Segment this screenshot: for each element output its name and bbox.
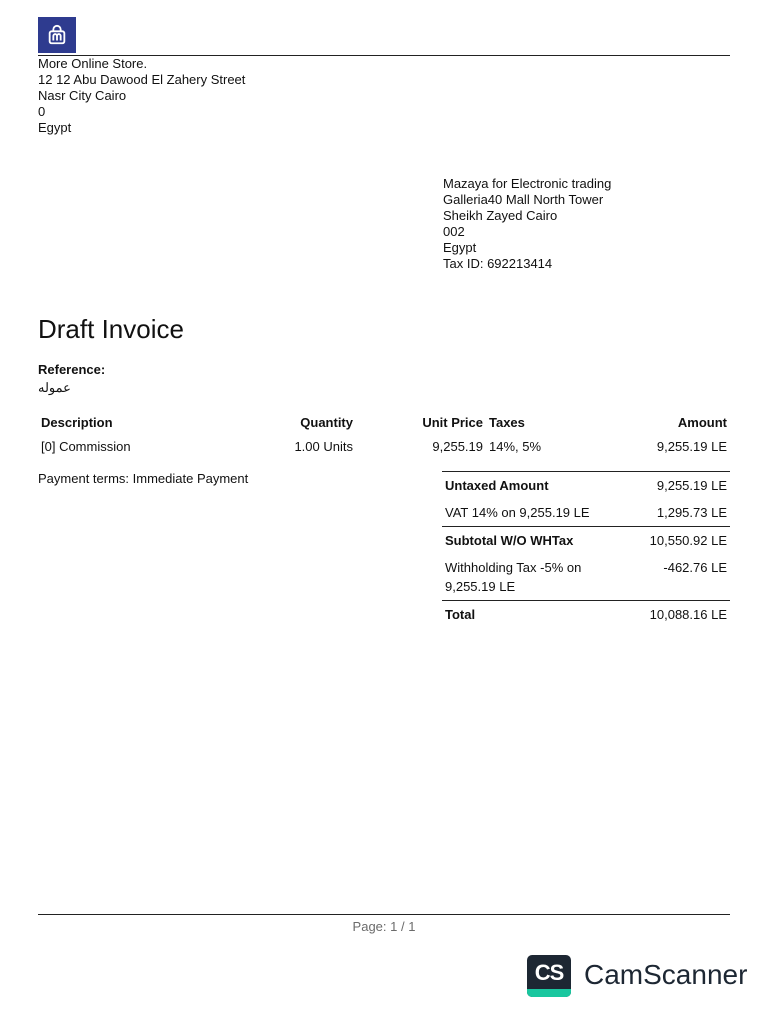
company-street: 12 12 Abu Dawood El Zahery Street — [38, 72, 246, 87]
reference-label: Reference: — [38, 362, 106, 377]
withholding-row — [442, 554, 730, 601]
page-number: Page: 1 / 1 — [352, 919, 416, 934]
vat-row — [442, 499, 730, 527]
customer-country: Egypt — [443, 240, 477, 255]
page-title: Draft Invoice — [38, 314, 184, 344]
col-quantity: Quantity — [300, 414, 353, 430]
total-row — [442, 601, 730, 629]
camscanner-badge: CS — [534, 960, 564, 985]
footer-divider — [38, 914, 730, 915]
customer-tax-id: Tax ID: 692213414 — [443, 256, 553, 271]
col-description: Description — [41, 414, 113, 430]
invoice-lines-table — [38, 410, 730, 458]
company-country: Egypt — [38, 120, 72, 135]
reference-value: عموله — [38, 380, 71, 395]
vat-value: 1,295.73 LE — [656, 505, 727, 520]
subtotal-value: 10,550.92 LE — [618, 527, 730, 555]
shopping-bag-icon — [46, 24, 68, 46]
untaxed-value: 9,255.19 LE — [618, 472, 730, 500]
customer-name: Mazaya for Electronic trading — [443, 176, 612, 191]
col-unit-price: Unit Price — [422, 414, 483, 430]
camscanner-wordmark: CamScanner — [584, 959, 748, 990]
subtotal-label: Subtotal W/O WHTax — [442, 527, 618, 555]
vat-label: VAT 14% on 9,255.19 LE — [445, 505, 590, 520]
line-taxes: 14%, 5% — [489, 438, 542, 454]
company-logo — [38, 17, 76, 53]
customer-city: Sheikh Zayed Cairo — [443, 208, 558, 223]
company-zip: 0 — [38, 104, 46, 119]
withholding-value: -462.76 LE — [663, 560, 727, 575]
invoice-lines-header — [38, 410, 730, 434]
total-value: 10,088.16 LE — [618, 601, 730, 629]
total-label: Total — [442, 601, 618, 629]
company-city: Nasr City Cairo — [38, 88, 127, 103]
table-row — [38, 434, 730, 458]
col-amount: Amount — [677, 414, 727, 430]
line-amount: 9,255.19 LE — [656, 438, 727, 454]
line-unit-price: 9,255.19 — [432, 438, 483, 454]
camscanner-logo-icon — [527, 955, 571, 997]
company-name: More Online Store. — [38, 56, 148, 71]
untaxed-label: Untaxed Amount — [442, 472, 618, 500]
line-quantity: 1.00 Units — [294, 438, 353, 454]
subtotal-row — [442, 527, 730, 555]
col-taxes: Taxes — [489, 414, 525, 430]
line-description: [0] Commission — [41, 438, 131, 454]
customer-zip: 002 — [443, 224, 465, 239]
customer-street: Galleria40 Mall North Tower — [443, 192, 604, 207]
camscanner-logo-bar — [527, 989, 571, 997]
company-address — [38, 56, 245, 136]
payment-terms: Payment terms: Immediate Payment — [38, 471, 249, 486]
customer-address — [443, 176, 611, 272]
withholding-label: Withholding Tax -5% on 9,255.19 LE — [445, 560, 582, 594]
totals-table — [442, 471, 730, 628]
untaxed-row — [442, 472, 730, 500]
